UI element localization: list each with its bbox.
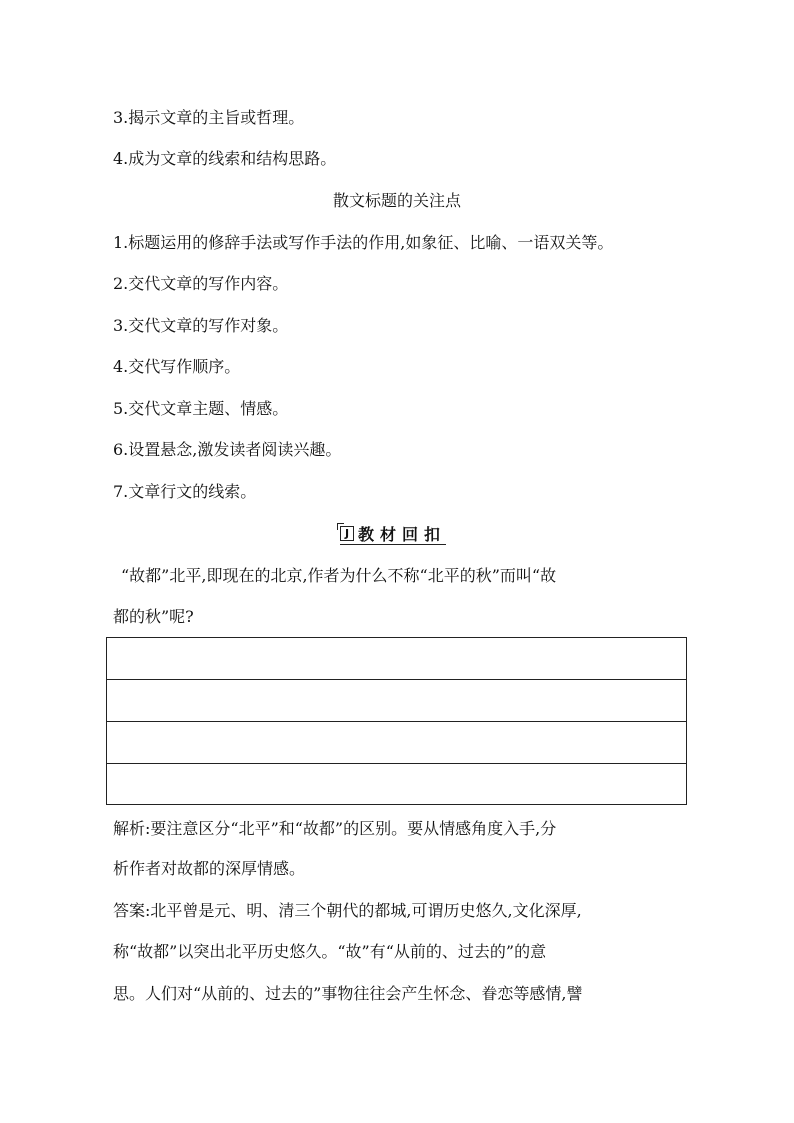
- focus-item-3: 3.交代文章的写作对象。: [113, 316, 289, 335]
- analysis-line-1: 解析:要注意区分“北平”和“故都”的区别。要从情感角度入手,分: [113, 819, 557, 838]
- answer-line-1: 答案:北平曾是元、明、清三个朝代的都城,可谓历史悠久,文化深厚,: [113, 901, 582, 920]
- focus-item-1: 1.标题运用的修辞手法或写作手法的作用,如象征、比喻、一语双关等。: [113, 233, 614, 252]
- textbook-review-heading: [340, 523, 446, 545]
- focus-item-6: 6.设置悬念,激发读者阅读兴趣。: [113, 440, 342, 459]
- focus-item-5: 5.交代文章主题、情感。: [113, 399, 289, 418]
- focus-item-4: 4.交代写作顺序。: [113, 357, 241, 376]
- analysis-line-2: 析作者对故都的深厚情感。: [113, 859, 306, 878]
- textbook-review-title: 教材回扣: [358, 524, 447, 544]
- list-item-3: 3.揭示文章的主旨或哲理。: [113, 108, 305, 127]
- question-line-1: “故都”北平,即现在的北京,作者为什么不称“北平的秋”而叫“故: [121, 566, 557, 585]
- section-title: 散文标题的关注点: [332, 191, 461, 210]
- answer-line[interactable]: [107, 638, 686, 680]
- answer-line[interactable]: [107, 722, 686, 764]
- j-badge-icon: J: [340, 526, 354, 541]
- list-item-4: 4.成为文章的线索和结构思路。: [113, 149, 337, 168]
- answer-line[interactable]: [107, 680, 686, 722]
- answer-writing-box[interactable]: [106, 637, 687, 805]
- answer-line-3: 思。人们对“从前的、过去的”事物往往会产生怀念、眷恋等感情,譬: [113, 984, 583, 1003]
- question-line-2: 都的秋”呢?: [113, 607, 194, 626]
- focus-item-7: 7.文章行文的线索。: [113, 482, 257, 501]
- answer-line[interactable]: [107, 764, 686, 806]
- focus-item-2: 2.交代文章的写作内容。: [113, 274, 289, 293]
- answer-line-2: 称“故都”以突出北平历史悠久。“故”有“从前的、过去的”的意: [113, 942, 547, 961]
